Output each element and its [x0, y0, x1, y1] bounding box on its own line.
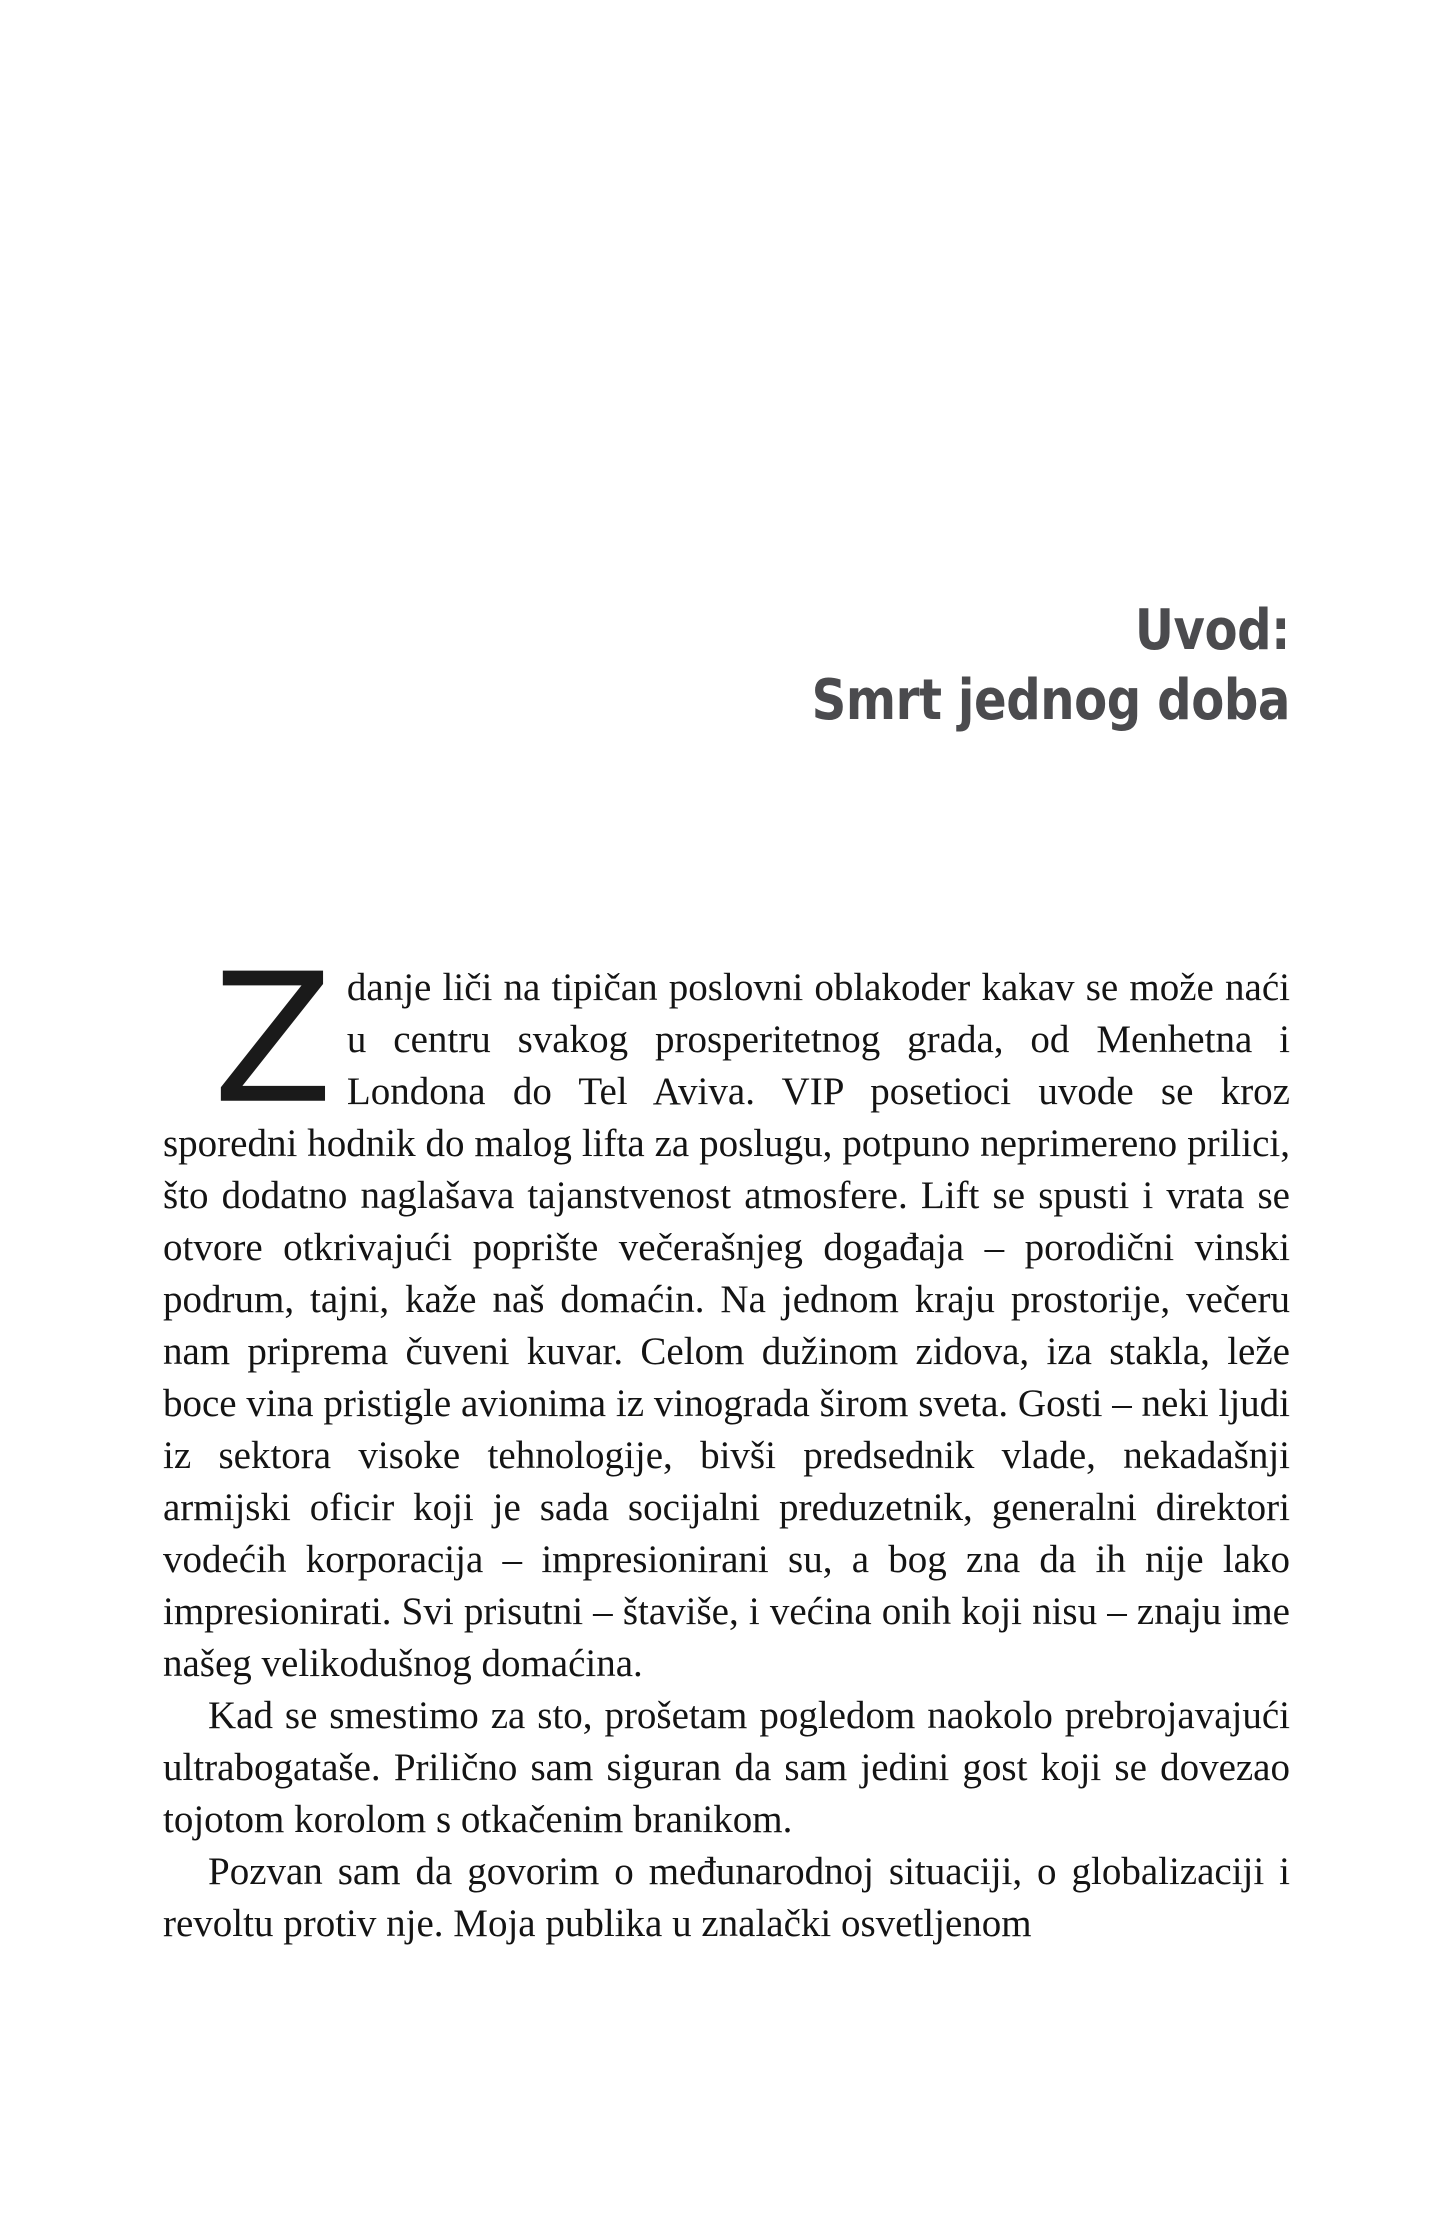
chapter-title — [163, 596, 1290, 736]
paragraph-3 — [163, 1846, 1290, 1950]
paragraph-3-text: Pozvan sam da govorim o međunarodnoj situaciji, o globalizaciji i revoltu protiv nje. Moja publika u znalački osvetljenom — [163, 1850, 1290, 1945]
paragraph-1-text: danje liči na tipičan poslovni oblakoder kakav se može naći u centru svakog prosperitetnog grada, od Menhetna i Londona do Tel Aviva. VIP posetioci uvode se kroz sporedni hodnik do malog lifta za poslugu, potpuno neprimereno prilici, što dodatno naglašava tajanstvenost atmosfere. Lift se spusti i vrata se otvore otkrivajući poprište večerašnjeg događaja – porodični vinski podrum, tajni, kaže naš domaćin. Na jednom kraju prostorije, večeru nam priprema čuveni kuvar. Celom dužinom zidova, iza stakla, leže boce vina pristigle avionima iz vinograda širom sveta. Gosti – neki ljudi iz sektora visoke tehnologije, bivši predsednik vlade, nekadašnji armijski oficir koji je sada socijalni preduzetnik, generalni direktori vodećih korporacija – impresionirani su, a bog zna da ih nije lako impresionirati. Svi prisutni – štaviše, i većina onih koji nisu – znaju ime našeg velikodušnog domaćina. — [163, 966, 1290, 1685]
paragraph-2 — [163, 1690, 1290, 1846]
paragraph-2-text: Kad se smestimo za sto, prošetam pogledom naokolo prebrojavajući ultrabogataše. Prilično sam siguran da sam jedini gost koji se dovezao tojotom korolom s otkačenim branikom. — [163, 1694, 1290, 1841]
drop-cap-letter: Z — [213, 936, 333, 1144]
body-text — [163, 936, 1290, 1950]
chapter-title-line-2: Smrt jednog doba — [811, 668, 1290, 733]
paragraph-1 — [163, 936, 1290, 1690]
chapter-title-line-1: Uvod: — [1134, 598, 1290, 663]
